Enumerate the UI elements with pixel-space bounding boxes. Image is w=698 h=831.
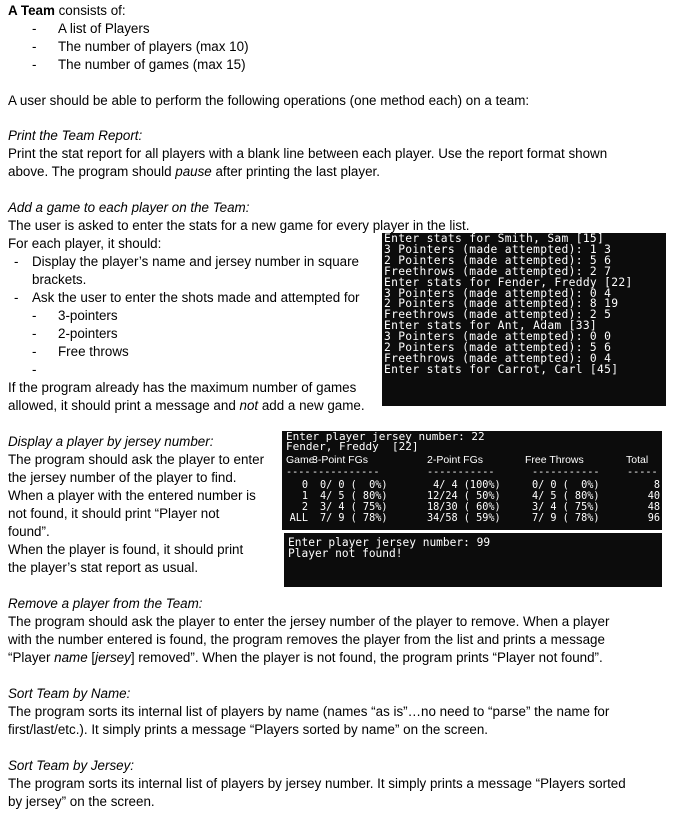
console-line: 3 Pointers (made attempted): 0 4 bbox=[384, 286, 612, 300]
table-dash: ----------- bbox=[427, 467, 495, 478]
team-title-rest: consists of: bbox=[54, 3, 126, 18]
sort-name-line: first/last/etc.). It simply prints a message “Players sorted by name” on the screen. bbox=[8, 722, 489, 737]
print-report-line: above. The program should pause after printing the last player. bbox=[8, 164, 380, 179]
table-cell: ALL bbox=[289, 513, 308, 524]
display-player-line: When the player is found, it should print bbox=[8, 542, 244, 557]
console-line: 3 Pointers (made attempted): 1 3 bbox=[384, 242, 612, 256]
list-item: - A list of Players bbox=[32, 21, 150, 36]
sub-list-item: - Free throws bbox=[32, 344, 129, 359]
table-cell: 48 bbox=[647, 502, 660, 513]
table-cell: 2 bbox=[301, 502, 308, 513]
table-cell: 0/ 0 ( 0%) bbox=[320, 480, 388, 491]
list-item: - Display the player’s name and jersey number in square bbox=[14, 254, 360, 269]
table-cell: 96 bbox=[647, 513, 660, 524]
table-cell: 0 bbox=[301, 480, 308, 491]
table-cell: 0/ 0 ( 0%) bbox=[532, 480, 600, 491]
console-line: Freethrows (made attempted): 2 5 bbox=[384, 308, 612, 322]
sub-list-item: - 3-pointers bbox=[32, 308, 118, 323]
display-player-line: the jersey number of the player to find. bbox=[8, 470, 237, 485]
sort-jersey-heading: Sort Team by Jersey: bbox=[8, 758, 135, 773]
list-item: - The number of games (max 15) bbox=[32, 57, 246, 72]
display-player-heading: Display a player by jersey number: bbox=[8, 434, 214, 449]
console-line: Enter stats for Smith, Sam [15] bbox=[384, 233, 605, 245]
display-player-line: When a player with the entered number is bbox=[8, 488, 256, 503]
remove-player-line: The program should ask the player to enter the jersey number of the player to remove. When a player bbox=[8, 614, 610, 629]
console-line: Enter stats for Ant, Adam [33] bbox=[384, 319, 598, 333]
console-line: Freethrows (made attempted): 2 7 bbox=[384, 264, 612, 278]
console-line: Enter stats for Carrot, Carl [45] bbox=[384, 362, 619, 376]
console-line: 2 Pointers (made attempted): 5 6 bbox=[384, 341, 612, 355]
table-cell: 40 bbox=[647, 491, 660, 502]
add-game-line: The user is asked to enter the stats for a new game for every player in the list. bbox=[8, 218, 470, 233]
not-found-console bbox=[284, 533, 662, 587]
console-line: Enter player jersey number: 99 bbox=[288, 536, 491, 549]
sub-list-item: - 2-pointers bbox=[32, 326, 118, 341]
sort-name-line: The program sorts its internal list of players by name (names “as is”…no need to “parse” the name for bbox=[8, 704, 610, 719]
remove-player-line: with the number entered is found, the program removes the player from the list and prints a message bbox=[8, 632, 605, 647]
list-item-continued: brackets. bbox=[32, 272, 87, 287]
table-cell: 4/ 5 ( 80%) bbox=[320, 491, 388, 502]
add-game-heading: Add a game to each player on the Team: bbox=[8, 200, 250, 215]
list-item: - The number of players (max 10) bbox=[32, 39, 249, 54]
operations-intro: A user should be able to perform the following operations (one method each) on a team: bbox=[8, 93, 530, 108]
sort-jersey-line: by jersey” on the screen. bbox=[8, 794, 155, 809]
table-cell: 7/ 9 ( 78%) bbox=[320, 513, 388, 524]
max-games-line: allowed, it should print a message and not add a new game. bbox=[8, 398, 365, 413]
table-dash: ----------- bbox=[532, 467, 600, 478]
display-player-line: found”. bbox=[8, 524, 50, 539]
table-header: Game bbox=[286, 454, 315, 466]
player-report-console bbox=[282, 431, 662, 530]
table-cell: 34/58 ( 59%) bbox=[427, 513, 501, 524]
table-dash: ---- bbox=[286, 467, 311, 478]
table-dash: ----------- bbox=[312, 467, 380, 478]
sort-jersey-line: The program sorts its internal list of players by jersey number. It simply prints a message “Players sorted bbox=[8, 776, 626, 791]
table-header: 3-Point FGs bbox=[312, 454, 369, 466]
add-game-console bbox=[382, 233, 666, 406]
max-games-line: If the program already has the maximum number of games bbox=[8, 380, 357, 395]
table-cell: 12/24 ( 50%) bbox=[427, 491, 501, 502]
print-report-heading: Print the Team Report: bbox=[8, 128, 143, 143]
sort-name-heading: Sort Team by Name: bbox=[8, 686, 131, 701]
table-header: Free Throws bbox=[525, 454, 584, 466]
table-cell: 4/ 4 (100%) bbox=[427, 480, 501, 491]
team-intro-title bbox=[8, 2, 126, 19]
console-line: Enter stats for Fender, Freddy [22] bbox=[384, 275, 633, 289]
table-cell: 3/ 4 ( 75%) bbox=[320, 502, 388, 513]
console-line: Freethrows (made attempted): 0 4 bbox=[384, 351, 612, 365]
display-player-line: The program should ask the player to enter bbox=[8, 452, 265, 467]
display-player-line: the player’s stat report as usual. bbox=[8, 560, 199, 575]
list-item: - Ask the user to enter the shots made and attempted for bbox=[14, 290, 360, 305]
console-line: Fender, Freddy [22] bbox=[286, 440, 419, 453]
console-line: Player not found! bbox=[288, 547, 403, 560]
table-cell: 7/ 9 ( 78%) bbox=[532, 513, 600, 524]
table-header: 2-Point FGs bbox=[427, 454, 484, 466]
table-cell: 3/ 4 ( 75%) bbox=[532, 502, 600, 513]
table-dash: ----- bbox=[627, 467, 658, 478]
console-line: Enter player jersey number: 22 bbox=[286, 430, 485, 443]
print-report-line: Print the stat report for all players with a blank line between each player. Use the report format shown bbox=[8, 146, 608, 161]
add-game-line: For each player, it should: bbox=[8, 236, 162, 251]
remove-player-heading: Remove a player from the Team: bbox=[8, 596, 203, 611]
table-cell: 18/30 ( 60%) bbox=[427, 502, 501, 513]
console-line: 2 Pointers (made attempted): 8 19 bbox=[384, 297, 619, 311]
console-line: 3 Pointers (made attempted): 0 0 bbox=[384, 330, 612, 344]
table-cell: 8 bbox=[653, 480, 660, 491]
table-header: Total bbox=[626, 454, 649, 466]
team-title-bold: A Team bbox=[8, 3, 55, 18]
table-cell: 1 bbox=[301, 491, 308, 502]
console-line: 2 Pointers (made attempted): 5 6 bbox=[384, 253, 612, 267]
remove-player-line: “Player name [jersey] removed”. When the player is not found, the program prints “Player not found”. bbox=[8, 650, 603, 665]
display-player-line: not found, it should print “Player not bbox=[8, 506, 220, 521]
table-cell: 4/ 5 ( 80%) bbox=[532, 491, 600, 502]
